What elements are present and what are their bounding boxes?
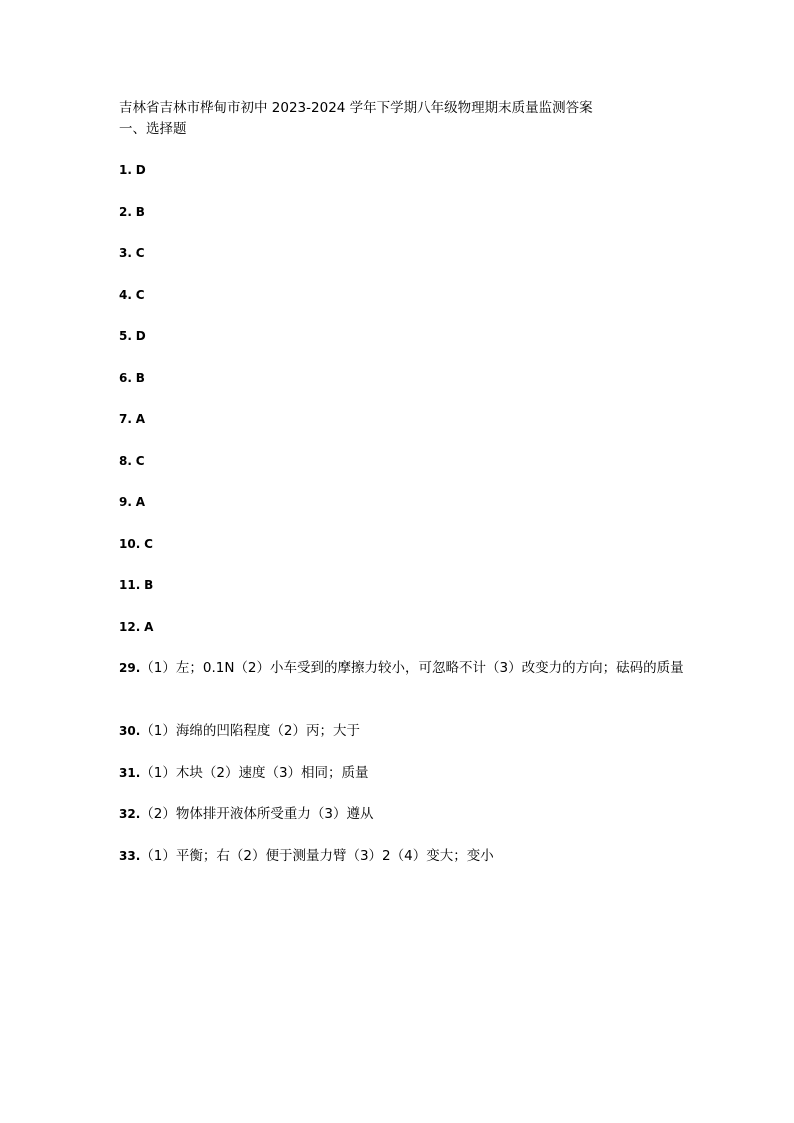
- answer-number: 9.: [119, 495, 132, 509]
- answer-choice: A: [144, 620, 154, 634]
- answer-item: [119, 618, 153, 636]
- answer-choice: C: [144, 537, 153, 551]
- answer-choice: A: [135, 495, 146, 509]
- answer-number: 30.: [119, 724, 141, 738]
- long-answer-item: [119, 720, 689, 742]
- section-heading: 一、选择题: [119, 121, 187, 137]
- answer-text: （1）木块（2）速度（3）相同；质量: [140, 765, 369, 781]
- answer-choice: C: [135, 454, 145, 468]
- answer-item: [119, 369, 145, 387]
- answer-number: 12.: [119, 620, 141, 634]
- long-answer-item: [119, 762, 689, 784]
- answer-number: 8.: [119, 454, 132, 468]
- answer-item: [119, 203, 145, 221]
- answer-number: 32.: [119, 807, 141, 821]
- answer-choice: D: [135, 163, 146, 177]
- answer-number: 2.: [119, 205, 132, 219]
- answer-item: [119, 535, 153, 553]
- answer-text: （1）海绵的凹陷程度（2）丙；大于: [140, 723, 360, 739]
- answer-number: 4.: [119, 288, 132, 302]
- answer-number: 31.: [119, 766, 141, 780]
- answer-number: 1.: [119, 163, 132, 177]
- answer-item: [119, 576, 153, 594]
- answer-number: 11.: [119, 578, 141, 592]
- answer-text: （1）左；0.1N（2）小车受到的摩擦力较小，可忽略不计（3）改变力的方向；砝码的质量: [140, 660, 684, 676]
- answer-number: 7.: [119, 412, 132, 426]
- answer-item: [119, 410, 145, 428]
- answer-choice: C: [135, 246, 145, 260]
- answer-choice: B: [135, 371, 145, 385]
- answer-number: 3.: [119, 246, 132, 260]
- answer-number: 33.: [119, 849, 141, 863]
- answer-number: 6.: [119, 371, 132, 385]
- answer-number: 29.: [119, 661, 141, 675]
- long-answer-item: [119, 803, 689, 825]
- answer-item: [119, 493, 145, 511]
- answer-item: [119, 286, 145, 304]
- answer-item: [119, 244, 145, 262]
- answer-item: [119, 161, 146, 179]
- answer-choice: D: [135, 329, 146, 343]
- answer-choice: A: [135, 412, 146, 426]
- answer-choice: B: [144, 578, 154, 592]
- long-answer-item: [119, 657, 689, 679]
- answer-choice: C: [135, 288, 145, 302]
- document-title: 吉林省吉林市桦甸市初中 2023-2024 学年下学期八年级物理期末质量监测答案: [119, 100, 593, 116]
- answer-text: （2）物体排开液体所受重力（3）遵从: [140, 806, 374, 822]
- answer-choice: B: [135, 205, 145, 219]
- answer-text: （1）平衡；右（2）便于测量力臂（3）2（4）变大；变小: [140, 848, 494, 864]
- long-answer-item: [119, 845, 689, 867]
- answer-item: [119, 327, 146, 345]
- answer-item: [119, 452, 145, 470]
- answer-number: 10.: [119, 537, 141, 551]
- answer-number: 5.: [119, 329, 132, 343]
